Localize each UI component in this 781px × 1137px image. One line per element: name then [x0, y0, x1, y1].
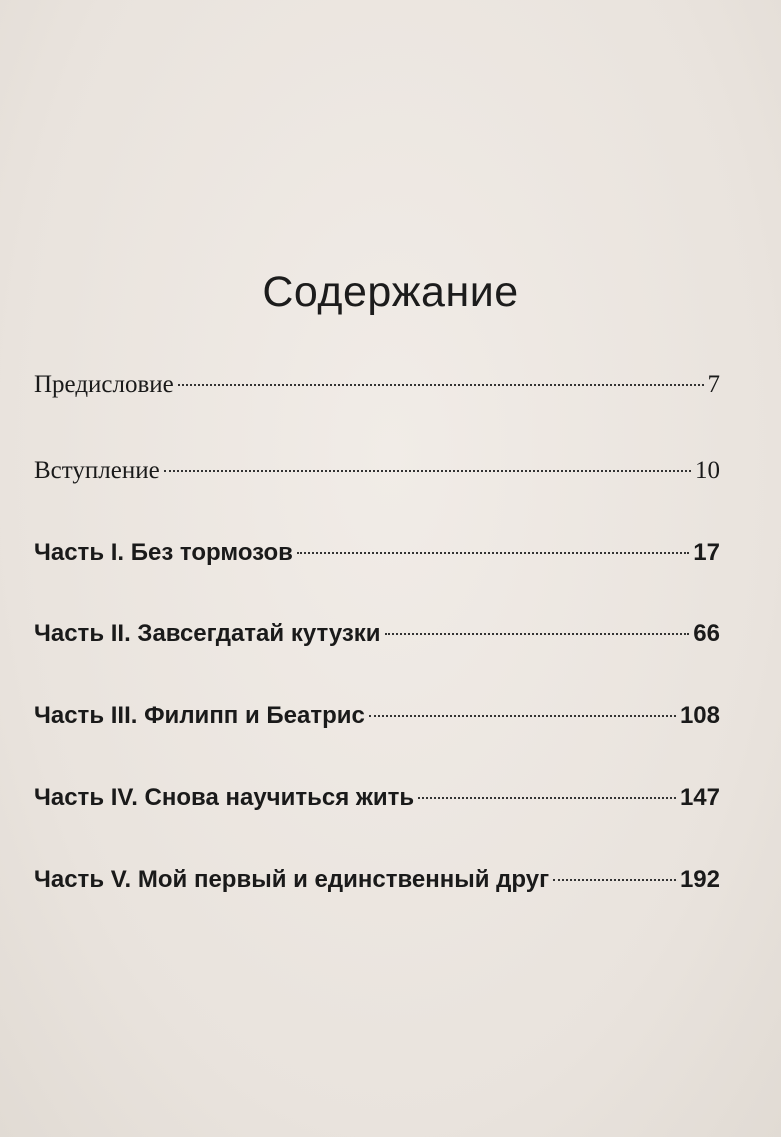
toc-entry-label: Часть I. Без тормозов	[34, 539, 293, 566]
toc-entry-label: Предисловие	[34, 371, 174, 398]
toc-leader-dots	[369, 715, 676, 717]
toc-entry-page: 10	[695, 457, 720, 484]
toc-leader-dots	[553, 879, 676, 881]
toc-entry-page: 108	[679, 702, 720, 729]
toc-entry-preface	[34, 365, 720, 405]
toc-leader-dots	[164, 470, 691, 472]
toc-title: Содержание	[262, 268, 519, 316]
toc-entry-part-3	[34, 696, 720, 736]
toc-entry-label: Вступление	[34, 457, 160, 484]
toc-leader-dots	[418, 797, 676, 799]
toc-entry-part-2	[34, 614, 720, 654]
toc-leader-dots	[178, 384, 704, 386]
toc-entry-page: 17	[693, 539, 720, 566]
toc-entry-introduction	[34, 451, 720, 491]
toc-entry-label: Часть II. Завсегдатай кутузки	[34, 620, 381, 647]
toc-entry-label: Часть V. Мой первый и единственный друг	[34, 866, 550, 893]
toc-entry-label: Часть IV. Снова научиться жить	[34, 784, 415, 811]
toc-entry-page: 192	[679, 866, 720, 893]
toc-leader-dots	[297, 552, 689, 554]
toc-leader-dots	[385, 633, 690, 635]
toc-entry-part-5	[34, 860, 720, 900]
toc-entry-part-4	[34, 778, 720, 818]
toc-entry-page: 66	[693, 620, 720, 647]
toc-entry-label: Часть III. Филипп и Беатрис	[34, 702, 365, 729]
toc-entry-page: 7	[707, 371, 720, 398]
toc-entry-part-1	[34, 533, 720, 573]
toc-entry-page: 147	[679, 784, 720, 811]
